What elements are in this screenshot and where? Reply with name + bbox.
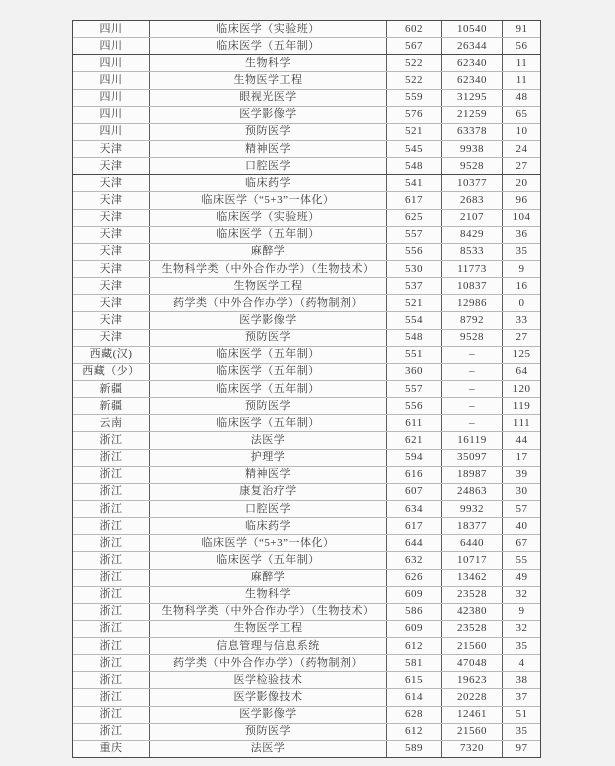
score-cell: 625 [386,210,441,226]
table-row [73,637,540,654]
province-cell: 浙江 [99,725,123,738]
score-cell: 612 [386,724,441,740]
score-cell: 559 [386,90,441,106]
count-cell: 11 [502,55,540,71]
table-row [73,500,540,517]
rank-cell: 47048 [441,655,502,671]
table-row [73,723,540,740]
province-cell: 浙江 [99,485,123,498]
major-cell: 临床医学（五年制） [149,227,386,243]
major-cell: 预防医学 [149,330,386,346]
major-cell: 医学影像学 [149,312,386,328]
table-row [73,414,540,431]
major-cell: 临床医学（“5+3”一体化） [149,535,386,551]
score-cell: 632 [386,552,441,568]
score-cell: 541 [386,175,441,191]
count-cell: 64 [502,364,540,380]
count-cell: 4 [502,655,540,671]
major-cell: 临床医学（五年制） [149,38,386,54]
province-cell: 重庆 [99,742,123,755]
score-cell: 581 [386,655,441,671]
count-cell: 17 [502,450,540,466]
rank-cell: 8533 [441,244,502,260]
rank-cell: 24863 [441,484,502,500]
table-row [73,140,540,157]
province-cell: 天津 [99,279,123,292]
table-row [73,380,540,397]
table-row [73,277,540,294]
score-cell: 530 [386,261,441,277]
table-row [73,688,540,705]
count-cell: 49 [502,570,540,586]
province-cell: 天津 [99,176,123,189]
count-cell: 91 [502,21,540,37]
rank-cell: 26344 [441,38,502,54]
major-cell: 预防医学 [149,724,386,740]
major-cell: 生物医学工程 [149,621,386,637]
count-cell: 35 [502,244,540,260]
score-cell: 628 [386,707,441,723]
count-cell: 32 [502,621,540,637]
major-cell: 医学影像学 [149,707,386,723]
count-cell: 27 [502,158,540,174]
count-cell: 120 [502,381,540,397]
score-cell: 360 [386,364,441,380]
rank-cell: 62340 [441,55,502,71]
province-cell: 浙江 [99,451,123,464]
score-cell: 521 [386,295,441,311]
major-cell: 护理学 [149,450,386,466]
rank-cell: 21259 [441,107,502,123]
province-cell: 浙江 [99,468,123,481]
major-cell: 口腔医学 [149,158,386,174]
score-cell: 522 [386,55,441,71]
count-cell: 9 [502,261,540,277]
table-row [73,329,540,346]
major-cell: 口腔医学 [149,501,386,517]
count-cell: 32 [502,587,540,603]
count-cell: 44 [502,432,540,448]
province-cell: 天津 [99,142,123,155]
rank-cell: 21560 [441,638,502,654]
major-cell: 临床医学（实验班） [149,210,386,226]
province-cell: 浙江 [99,519,123,532]
rank-cell: 7320 [441,741,502,757]
major-cell: 药学类（中外合作办学）（药物制剂） [149,295,386,311]
score-cell: 567 [386,38,441,54]
major-cell: 药学类（中外合作办学）（药物制剂） [149,655,386,671]
count-cell: 96 [502,192,540,208]
rank-cell: 11773 [441,261,502,277]
count-cell: 33 [502,312,540,328]
table-row [73,243,540,260]
score-cell: 551 [386,347,441,363]
score-cell: 609 [386,621,441,637]
table-row [73,620,540,637]
score-cell: 589 [386,741,441,757]
rank-cell: 20228 [441,689,502,705]
rank-cell: 16119 [441,432,502,448]
score-cell: 611 [386,415,441,431]
rank-cell: – [441,398,502,414]
major-cell: 临床医学（五年制） [149,381,386,397]
table-row [73,37,540,54]
major-cell: 法医学 [149,432,386,448]
province-cell: 浙江 [99,502,123,515]
province-cell: 天津 [99,245,123,258]
table-row [73,534,540,551]
rank-cell: 35097 [441,450,502,466]
major-cell: 预防医学 [149,124,386,140]
table-row [73,123,540,140]
province-cell: 浙江 [99,708,123,721]
table-row [73,260,540,277]
table-row [73,346,540,363]
score-cell: 607 [386,484,441,500]
rank-cell: 9528 [441,330,502,346]
score-cell: 609 [386,587,441,603]
count-cell: 35 [502,724,540,740]
count-cell: 39 [502,467,540,483]
score-cell: 557 [386,227,441,243]
major-cell: 临床医学（五年制） [149,347,386,363]
province-cell: 浙江 [99,571,123,584]
table-row [73,71,540,88]
count-cell: 0 [502,295,540,311]
rank-cell: 10377 [441,175,502,191]
province-cell: 浙江 [99,673,123,686]
province-cell: 浙江 [99,605,123,618]
count-cell: 125 [502,347,540,363]
province-cell: 四川 [99,73,123,86]
major-cell: 麻醉学 [149,244,386,260]
rank-cell: 21560 [441,724,502,740]
province-cell: 四川 [99,125,123,138]
major-cell: 法医学 [149,741,386,757]
rank-cell: 6440 [441,535,502,551]
province-cell: 天津 [99,193,123,206]
score-cell: 537 [386,278,441,294]
rank-cell: 19623 [441,672,502,688]
major-cell: 临床药学 [149,175,386,191]
score-cell: 548 [386,330,441,346]
province-cell: 天津 [99,313,123,326]
rank-cell: 42380 [441,604,502,620]
table-row [73,191,540,208]
major-cell: 临床医学（五年制） [149,364,386,380]
major-cell: 临床医学（实验班） [149,21,386,37]
table-row [73,294,540,311]
rank-cell: 8792 [441,312,502,328]
province-cell: 天津 [99,262,123,275]
major-cell: 生物医学工程 [149,278,386,294]
count-cell: 65 [502,107,540,123]
rank-cell: 10717 [441,552,502,568]
score-cell: 617 [386,192,441,208]
rank-cell: 63378 [441,124,502,140]
major-cell: 眼视光医学 [149,90,386,106]
province-cell: 浙江 [99,536,123,549]
table-row [73,671,540,688]
table-row [73,517,540,534]
major-cell: 生物科学类（中外合作办学）（生物技术） [149,261,386,277]
rank-cell: 9528 [441,158,502,174]
major-cell: 信息管理与信息系统 [149,638,386,654]
table-row [73,466,540,483]
province-cell: 浙江 [99,553,123,566]
province-cell: 云南 [99,416,123,429]
major-cell: 预防医学 [149,398,386,414]
province-cell: 四川 [99,108,123,121]
count-cell: 55 [502,552,540,568]
major-cell: 临床药学 [149,518,386,534]
rank-cell: 18987 [441,467,502,483]
rank-cell: 2683 [441,192,502,208]
count-cell: 38 [502,672,540,688]
rank-cell: 9938 [441,141,502,157]
province-cell: 四川 [99,91,123,104]
rank-cell: 12461 [441,707,502,723]
table-row [73,226,540,243]
count-cell: 67 [502,535,540,551]
major-cell: 精神医学 [149,467,386,483]
table-row [73,209,540,226]
major-cell: 康复治疗学 [149,484,386,500]
table-row [73,21,540,37]
table-row [73,431,540,448]
count-cell: 9 [502,604,540,620]
table-row [73,363,540,380]
count-cell: 27 [502,330,540,346]
table-row [73,54,540,71]
province-cell: 新疆 [99,382,123,395]
major-cell: 医学检验技术 [149,672,386,688]
table-row [73,397,540,414]
major-cell: 临床医学（五年制） [149,552,386,568]
score-cell: 576 [386,107,441,123]
score-cell: 612 [386,638,441,654]
province-cell: 天津 [99,331,123,344]
province-cell: 四川 [99,22,123,35]
score-cell: 621 [386,432,441,448]
province-cell: 天津 [99,159,123,172]
score-cell: 557 [386,381,441,397]
score-cell: 522 [386,72,441,88]
score-cell: 554 [386,312,441,328]
table-row [73,449,540,466]
score-cell: 617 [386,518,441,534]
province-cell: 浙江 [99,433,123,446]
major-cell: 生物科学类（中外合作办学）（生物技术） [149,604,386,620]
province-cell: 天津 [99,296,123,309]
score-cell: 614 [386,689,441,705]
score-cell: 586 [386,604,441,620]
table-row [73,740,540,757]
count-cell: 111 [502,415,540,431]
score-cell: 594 [386,450,441,466]
count-cell: 56 [502,38,540,54]
rank-cell: 9932 [441,501,502,517]
rank-cell: – [441,415,502,431]
count-cell: 11 [502,72,540,88]
score-cell: 602 [386,21,441,37]
count-cell: 20 [502,175,540,191]
rank-cell: 12986 [441,295,502,311]
count-cell: 30 [502,484,540,500]
count-cell: 119 [502,398,540,414]
table-row [73,586,540,603]
count-cell: 16 [502,278,540,294]
major-cell: 生物科学 [149,55,386,71]
rank-cell: 10540 [441,21,502,37]
table-row [73,654,540,671]
province-cell: 西藏（少） [82,365,140,378]
major-cell: 临床医学（五年制） [149,415,386,431]
rank-cell: – [441,347,502,363]
province-cell: 浙江 [99,622,123,635]
score-cell: 556 [386,398,441,414]
count-cell: 10 [502,124,540,140]
score-cell: 634 [386,501,441,517]
count-cell: 24 [502,141,540,157]
table-row [73,89,540,106]
score-cell: 521 [386,124,441,140]
count-cell: 40 [502,518,540,534]
province-cell: 天津 [99,228,123,241]
major-cell: 生物科学 [149,587,386,603]
count-cell: 37 [502,689,540,705]
score-cell: 644 [386,535,441,551]
table-row [73,106,540,123]
province-cell: 浙江 [99,656,123,669]
rank-cell: 8429 [441,227,502,243]
rank-cell: 23528 [441,621,502,637]
table-row [73,551,540,568]
province-cell: 天津 [99,211,123,224]
score-cell: 548 [386,158,441,174]
score-cell: 545 [386,141,441,157]
score-cell: 615 [386,672,441,688]
rank-cell: 10837 [441,278,502,294]
scores-table [72,20,541,758]
table-row [73,569,540,586]
province-cell: 浙江 [99,639,123,652]
count-cell: 48 [502,90,540,106]
table-row [73,483,540,500]
major-cell: 医学影像学 [149,107,386,123]
count-cell: 104 [502,210,540,226]
score-cell: 616 [386,467,441,483]
rank-cell: – [441,381,502,397]
table-row [73,174,540,191]
rank-cell: – [441,364,502,380]
province-cell: 浙江 [99,691,123,704]
rank-cell: 13462 [441,570,502,586]
major-cell: 精神医学 [149,141,386,157]
count-cell: 51 [502,707,540,723]
rank-cell: 2107 [441,210,502,226]
province-cell: 新疆 [99,399,123,412]
table-row [73,311,540,328]
count-cell: 35 [502,638,540,654]
count-cell: 36 [502,227,540,243]
table-row [73,706,540,723]
rank-cell: 18377 [441,518,502,534]
rank-cell: 31295 [441,90,502,106]
major-cell: 生物医学工程 [149,72,386,88]
table-row [73,603,540,620]
province-cell: 四川 [99,56,123,69]
major-cell: 临床医学（“5+3”一体化） [149,192,386,208]
major-cell: 麻醉学 [149,570,386,586]
table-row [73,157,540,174]
score-cell: 626 [386,570,441,586]
rank-cell: 23528 [441,587,502,603]
province-cell: 四川 [99,39,123,52]
score-cell: 556 [386,244,441,260]
count-cell: 57 [502,501,540,517]
major-cell: 医学影像技术 [149,689,386,705]
province-cell: 西藏(汉) [89,348,133,361]
rank-cell: 62340 [441,72,502,88]
province-cell: 浙江 [99,588,123,601]
count-cell: 97 [502,741,540,757]
